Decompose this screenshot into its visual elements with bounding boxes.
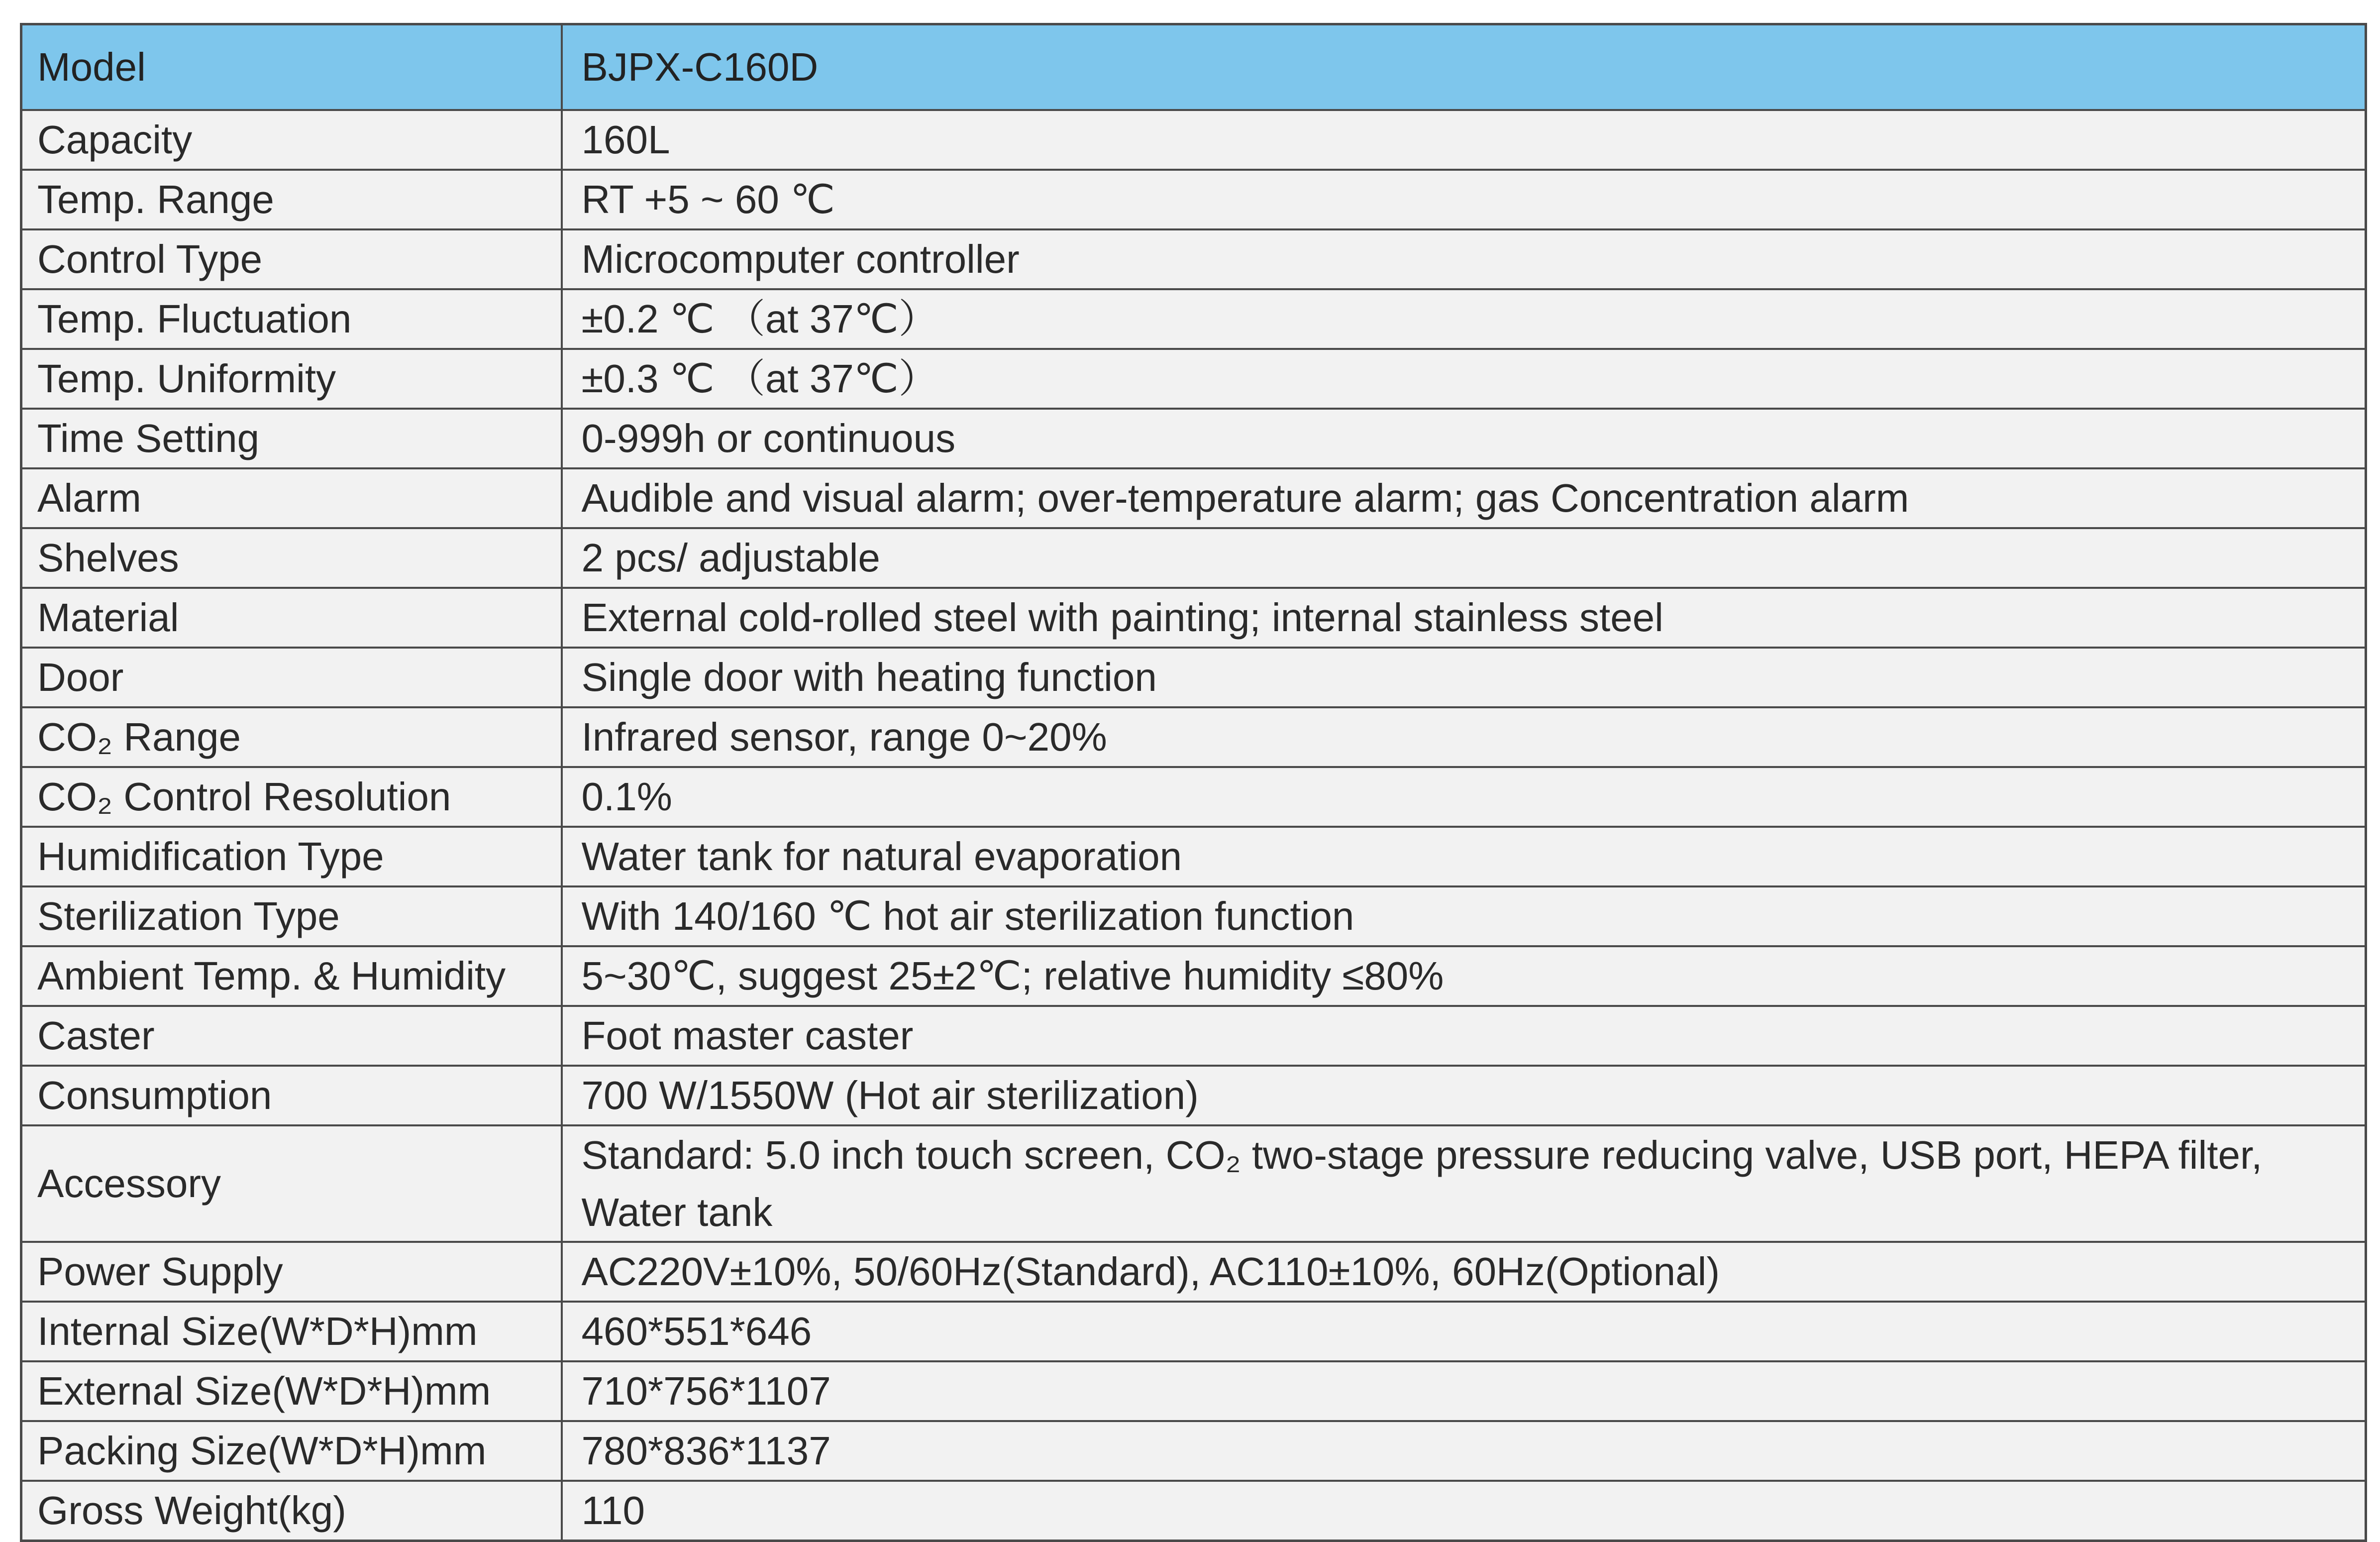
spec-row-temp-range	[21, 170, 2366, 229]
spec-value: Standard: 5.0 inch touch screen, CO₂ two-stage pressure reducing valve, USB port, HEPA filter, Water tank	[562, 1125, 2366, 1242]
spec-row-temp-fluctuation	[21, 289, 2366, 349]
spec-row-gross-weight	[21, 1481, 2366, 1541]
spec-label: Shelves	[21, 528, 562, 588]
spec-value: Audible and visual alarm; over-temperature alarm; gas Concentration alarm	[562, 468, 2366, 528]
spec-label: Caster	[21, 1006, 562, 1066]
spec-label: Alarm	[21, 468, 562, 528]
spec-label: Gross Weight(kg)	[21, 1481, 562, 1541]
spec-value: Infrared sensor, range 0~20%	[562, 707, 2366, 767]
spec-row-packing-size	[21, 1421, 2366, 1481]
spec-value: AC220V±10%, 50/60Hz(Standard), AC110±10%, 60Hz(Optional)	[562, 1242, 2366, 1302]
spec-label: CO₂ Control Resolution	[21, 767, 562, 827]
spec-label: Consumption	[21, 1066, 562, 1125]
spec-value: 780*836*1137	[562, 1421, 2366, 1481]
spec-label: Sterilization Type	[21, 886, 562, 946]
spec-value: 0-999h or continuous	[562, 409, 2366, 468]
spec-label: Humidification Type	[21, 827, 562, 886]
spec-value: ±0.3 ℃ （at 37℃）	[562, 349, 2366, 409]
spec-label: Temp. Range	[21, 170, 562, 229]
spec-row-control-type	[21, 229, 2366, 289]
spec-row-consumption	[21, 1066, 2366, 1125]
spec-row-power-supply	[21, 1242, 2366, 1302]
spec-row-ambient-temp-humidity	[21, 946, 2366, 1006]
spec-row-material	[21, 588, 2366, 648]
spec-row-humidification-type	[21, 827, 2366, 886]
spec-row-temp-uniformity	[21, 349, 2366, 409]
spec-label: Door	[21, 648, 562, 707]
spec-row-accessory	[21, 1125, 2366, 1242]
spec-value: Single door with heating function	[562, 648, 2366, 707]
spec-value: 700 W/1550W (Hot air sterilization)	[562, 1066, 2366, 1125]
spec-label: Capacity	[21, 110, 562, 170]
spec-value: 5~30℃, suggest 25±2℃; relative humidity ≤80%	[562, 946, 2366, 1006]
spec-label: Ambient Temp. & Humidity	[21, 946, 562, 1006]
spec-label: External Size(W*D*H)mm	[21, 1361, 562, 1421]
spec-value: 710*756*1107	[562, 1361, 2366, 1421]
spec-value: 160L	[562, 110, 2366, 170]
spec-label: CO₂ Range	[21, 707, 562, 767]
spec-value: Water tank for natural evaporation	[562, 827, 2366, 886]
spec-value: Microcomputer controller	[562, 229, 2366, 289]
spec-value: 460*551*646	[562, 1302, 2366, 1361]
spec-label: Packing Size(W*D*H)mm	[21, 1421, 562, 1481]
spec-row-shelves	[21, 528, 2366, 588]
header-row	[21, 24, 2366, 110]
header-label: Model	[21, 24, 562, 110]
spec-label: Temp. Fluctuation	[21, 289, 562, 349]
spec-label: Material	[21, 588, 562, 648]
spec-row-co2-range	[21, 707, 2366, 767]
spec-row-internal-size	[21, 1302, 2366, 1361]
spec-label: Time Setting	[21, 409, 562, 468]
spec-row-alarm	[21, 468, 2366, 528]
spec-value: RT +5 ~ 60 ℃	[562, 170, 2366, 229]
spec-row-capacity	[21, 110, 2366, 170]
spec-row-time-setting	[21, 409, 2366, 468]
spec-value: With 140/160 ℃ hot air sterilization function	[562, 886, 2366, 946]
spec-value: 2 pcs/ adjustable	[562, 528, 2366, 588]
spec-row-sterilization-type	[21, 886, 2366, 946]
spec-label: Temp. Uniformity	[21, 349, 562, 409]
spec-label: Power Supply	[21, 1242, 562, 1302]
spec-value: 110	[562, 1481, 2366, 1541]
spec-label: Control Type	[21, 229, 562, 289]
spec-label: Internal Size(W*D*H)mm	[21, 1302, 562, 1361]
spec-value: Foot master caster	[562, 1006, 2366, 1066]
spec-value: External cold-rolled steel with painting; internal stainless steel	[562, 588, 2366, 648]
header-value: BJPX-C160D	[562, 24, 2366, 110]
spec-row-co2-control-resolution	[21, 767, 2366, 827]
spec-row-caster	[21, 1006, 2366, 1066]
spec-value: 0.1%	[562, 767, 2366, 827]
spec-table	[20, 23, 2367, 1542]
spec-row-door	[21, 648, 2366, 707]
spec-value: ±0.2 ℃ （at 37℃）	[562, 289, 2366, 349]
spec-row-external-size	[21, 1361, 2366, 1421]
spec-label: Accessory	[21, 1125, 562, 1242]
